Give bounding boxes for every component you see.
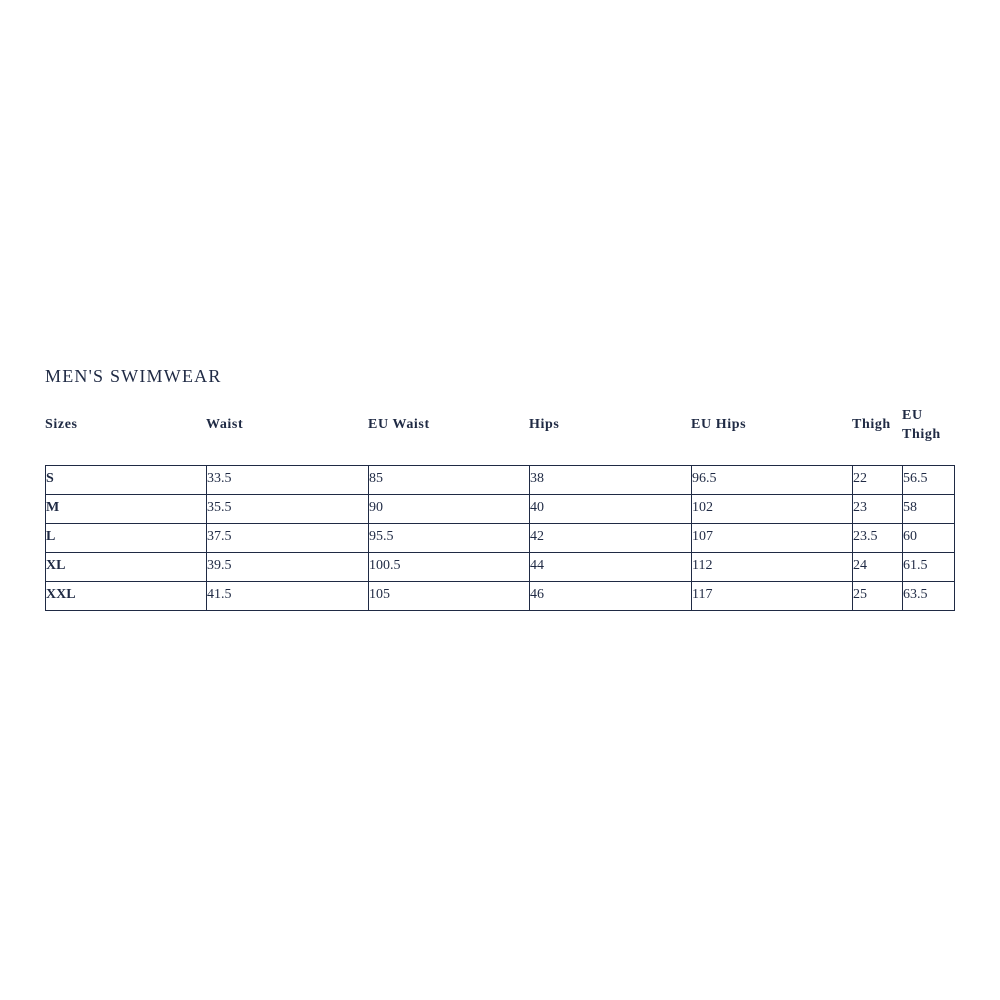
header-hips: Hips <box>529 417 560 432</box>
cell-hips: 40 <box>530 495 692 524</box>
cell-eu-thigh: 61.5 <box>903 553 955 582</box>
cell-waist: 33.5 <box>207 466 369 495</box>
cell-eu-waist: 85 <box>369 466 530 495</box>
cell-waist: 39.5 <box>207 553 369 582</box>
cell-thigh: 24 <box>853 553 903 582</box>
cell-thigh: 22 <box>853 466 903 495</box>
cell-size: L <box>46 524 207 553</box>
page-title: MEN'S SWIMWEAR <box>45 366 222 386</box>
cell-eu-waist: 90 <box>369 495 530 524</box>
cell-size: XXL <box>46 582 207 611</box>
cell-size: XL <box>46 553 207 582</box>
cell-hips: 46 <box>530 582 692 611</box>
header-eu-thigh <box>902 406 941 444</box>
table-row <box>46 582 955 611</box>
cell-hips: 44 <box>530 553 692 582</box>
cell-hips: 38 <box>530 466 692 495</box>
cell-eu-hips: 112 <box>692 553 853 582</box>
table-row <box>46 466 955 495</box>
header-thigh: Thigh <box>852 417 891 432</box>
cell-hips: 42 <box>530 524 692 553</box>
cell-eu-hips: 117 <box>692 582 853 611</box>
size-chart-table <box>45 465 955 611</box>
cell-eu-thigh: 58 <box>903 495 955 524</box>
cell-thigh: 23.5 <box>853 524 903 553</box>
table-row <box>46 524 955 553</box>
cell-eu-hips: 102 <box>692 495 853 524</box>
cell-eu-thigh: 56.5 <box>903 466 955 495</box>
cell-thigh: 25 <box>853 582 903 611</box>
header-eu-thigh-line1: EU <box>902 408 923 423</box>
cell-thigh: 23 <box>853 495 903 524</box>
table-row <box>46 495 955 524</box>
header-eu-waist: EU Waist <box>368 417 430 432</box>
cell-waist: 41.5 <box>207 582 369 611</box>
table-row <box>46 553 955 582</box>
cell-waist: 37.5 <box>207 524 369 553</box>
cell-waist: 35.5 <box>207 495 369 524</box>
cell-size: S <box>46 466 207 495</box>
cell-size: M <box>46 495 207 524</box>
cell-eu-hips: 96.5 <box>692 466 853 495</box>
cell-eu-thigh: 63.5 <box>903 582 955 611</box>
cell-eu-hips: 107 <box>692 524 853 553</box>
cell-eu-thigh: 60 <box>903 524 955 553</box>
cell-eu-waist: 105 <box>369 582 530 611</box>
header-waist: Waist <box>206 417 244 432</box>
header-eu-hips: EU Hips <box>691 417 747 432</box>
cell-eu-waist: 95.5 <box>369 524 530 553</box>
header-eu-thigh-line2: Thigh <box>902 427 941 442</box>
header-sizes: Sizes <box>45 417 78 432</box>
cell-eu-waist: 100.5 <box>369 553 530 582</box>
